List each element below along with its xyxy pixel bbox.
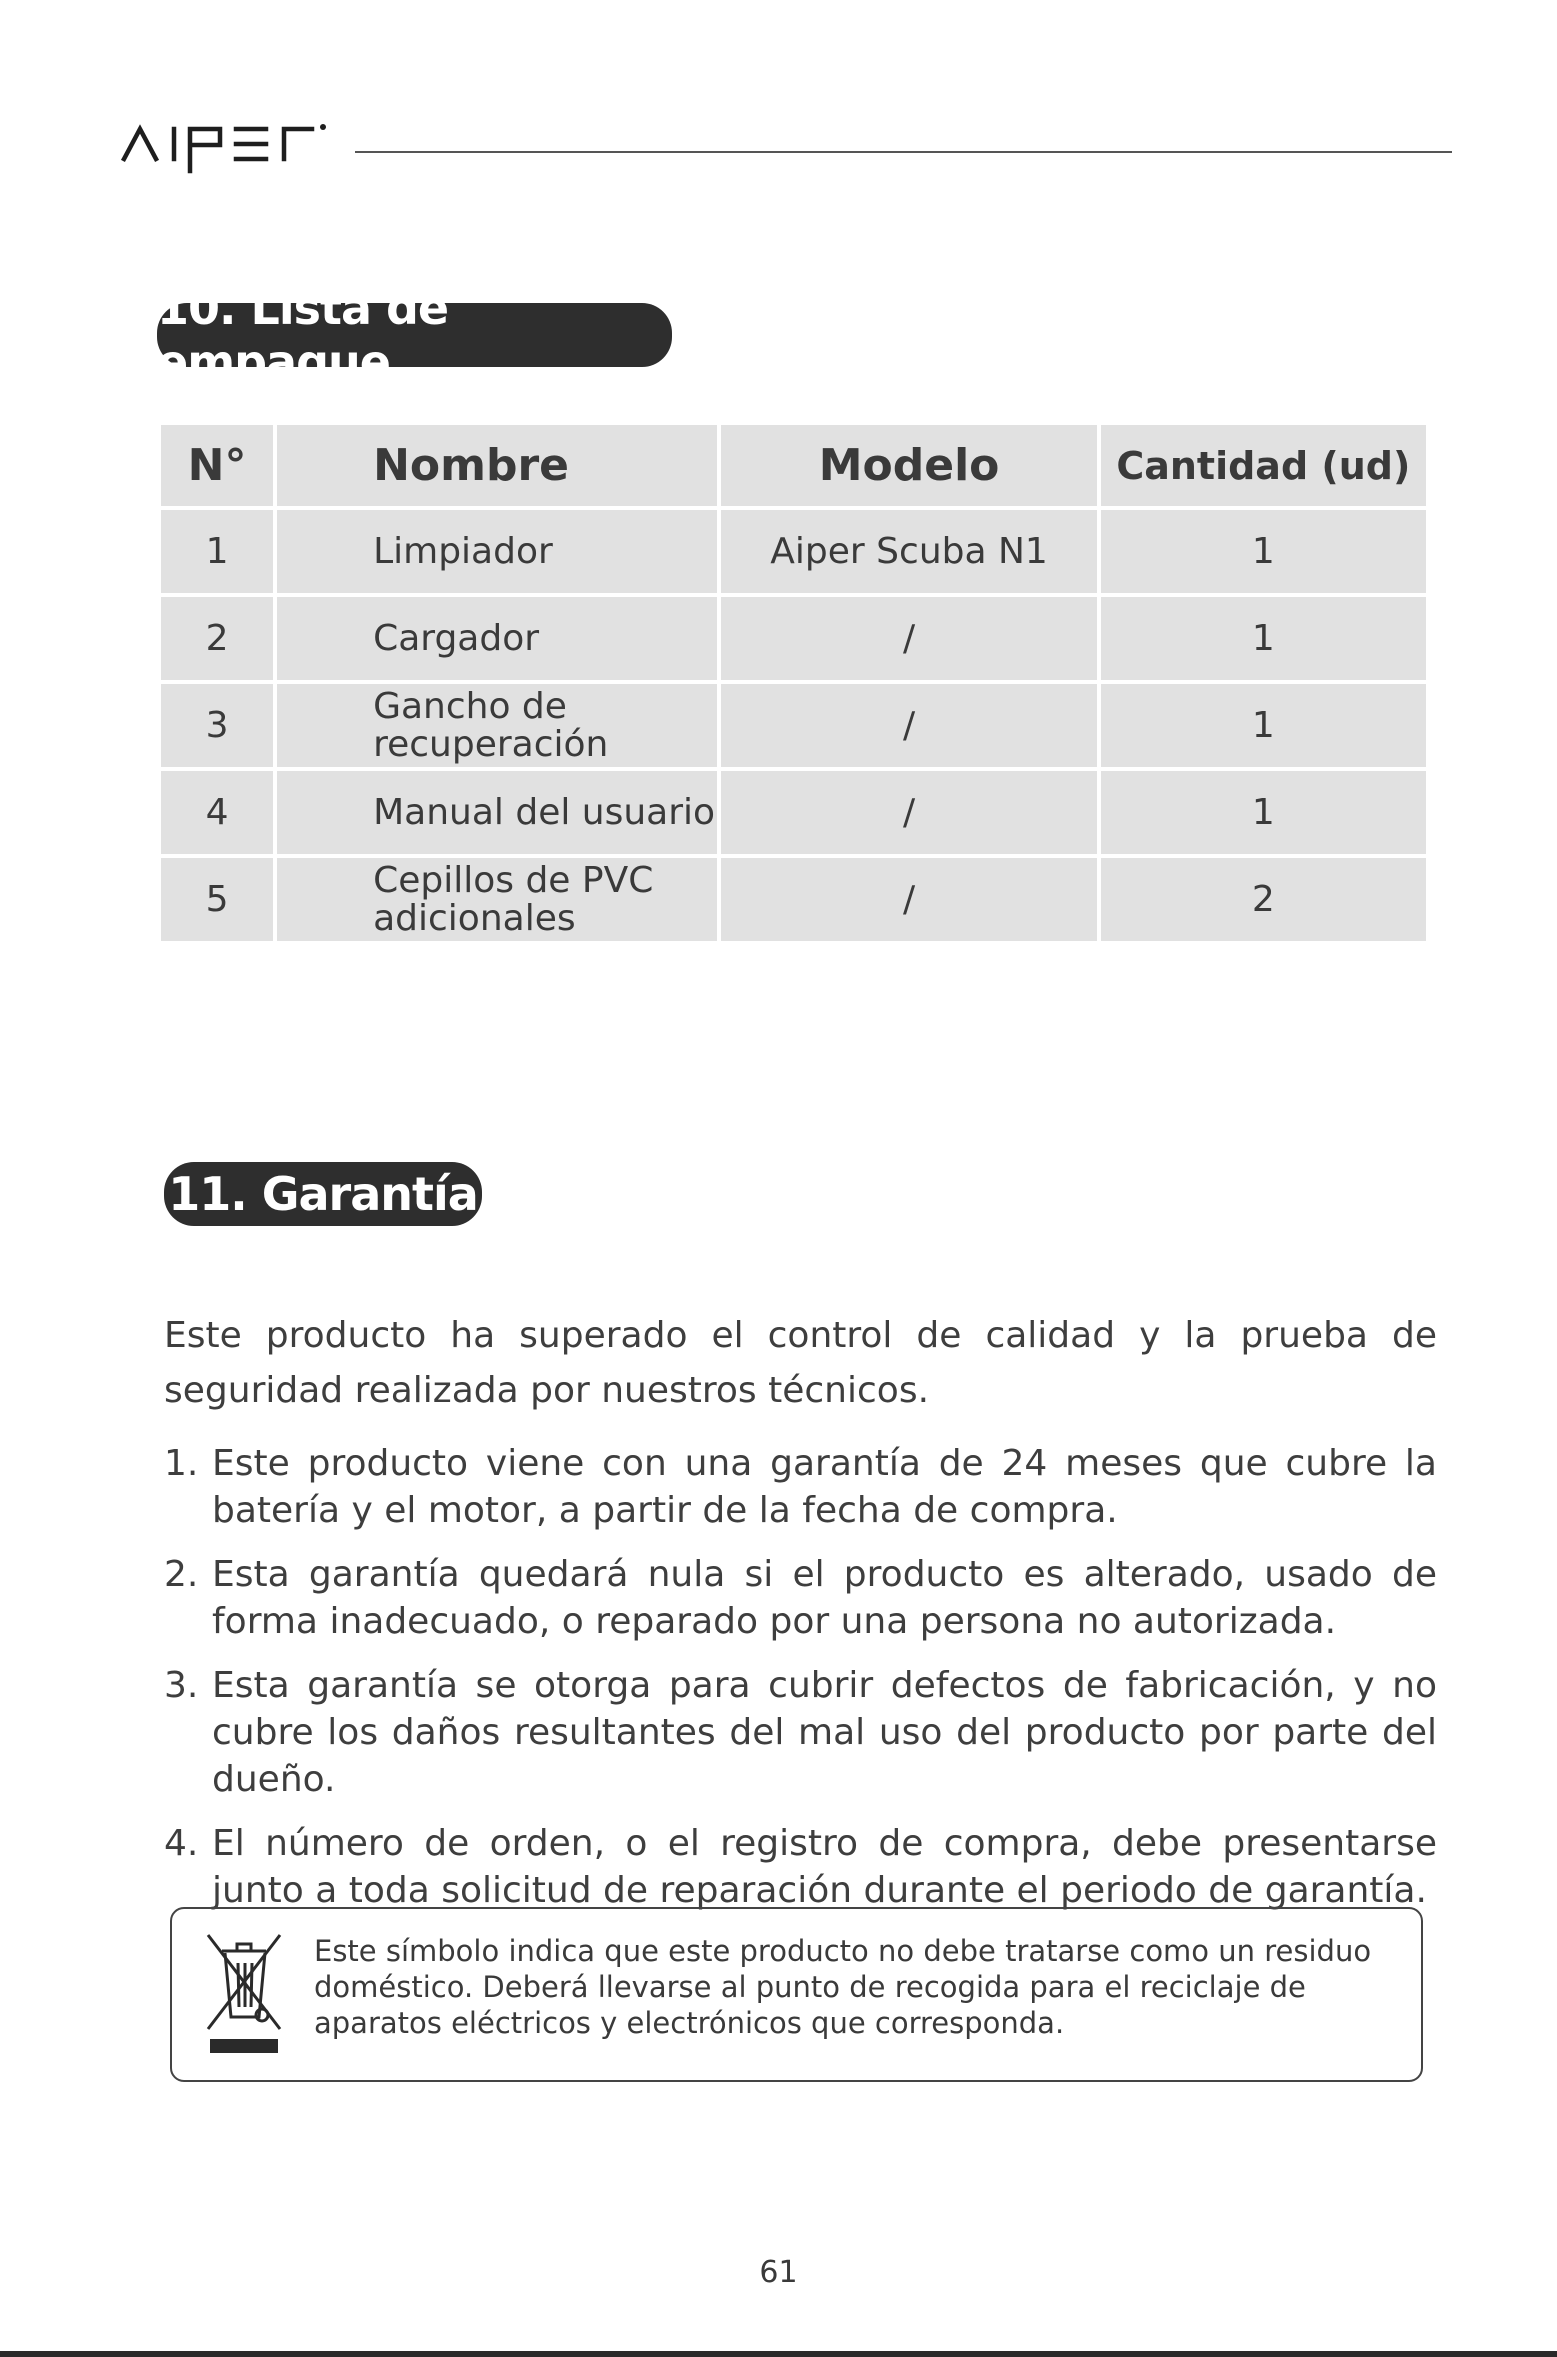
cell-nombre: Cargador — [277, 597, 717, 680]
cell-modelo: / — [721, 858, 1096, 941]
list-item — [164, 1440, 1437, 1534]
list-text: Esta garantía quedará nula si el producto es alterado, usado de forma inadecuado, o reparado por una persona no autorizada. — [212, 1554, 1437, 1642]
cell-no: 2 — [161, 597, 273, 680]
table-row — [161, 597, 1426, 680]
page-header — [120, 115, 1452, 175]
table-header-row — [161, 425, 1426, 506]
cell-no: 5 — [161, 858, 273, 941]
list-text: Esta garantía se otorga para cubrir defectos de fabricación, y no cubre los daños resultantes del mal uso del producto por parte del dueño. — [212, 1665, 1437, 1800]
list-number: 3. — [164, 1665, 199, 1706]
page-number: 61 — [759, 2255, 798, 2290]
crossed-out-wheelie-bin-icon — [204, 1929, 284, 2059]
list-number: 1. — [164, 1443, 199, 1484]
cell-nombre: Manual del usuario — [277, 771, 717, 854]
header-no: N° — [161, 425, 273, 506]
cell-no: 1 — [161, 510, 273, 593]
cell-nombre: Cepillos de PVC adicionales — [277, 858, 717, 941]
cell-nombre: Gancho de recuperación — [277, 684, 717, 767]
packing-list-table — [157, 421, 1430, 945]
table-row — [161, 684, 1426, 767]
header-nombre: Nombre — [277, 425, 717, 506]
cell-nombre: Limpiador — [277, 510, 717, 593]
page-bottom-bar — [0, 2351, 1557, 2357]
aiper-logo — [120, 115, 330, 175]
weee-notice-text: Este símbolo indica que este producto no debe tratarse como un residuo doméstico. Deberá llevarse al punto de recogida para el reciclaje de aparatos eléctricos y electrónicos que corresponda. — [314, 1934, 1372, 2040]
section-10-title: 10. Lista de empaque — [157, 303, 672, 367]
cell-cantidad: 1 — [1101, 684, 1426, 767]
header-rule — [355, 151, 1452, 153]
cell-cantidad: 2 — [1101, 858, 1426, 941]
table-row — [161, 510, 1426, 593]
list-item — [164, 1662, 1437, 1803]
table-row — [161, 858, 1426, 941]
section-11-title: 11. Garantía — [164, 1162, 482, 1226]
warranty-list — [164, 1440, 1437, 1931]
cell-cantidad: 1 — [1101, 597, 1426, 680]
table-row — [161, 771, 1426, 854]
list-text: Este producto viene con una garantía de 24 meses que cubre la batería y el motor, a partir de la fecha de compra. — [212, 1443, 1437, 1531]
header-modelo: Modelo — [721, 425, 1096, 506]
weee-notice-box — [170, 1907, 1423, 2082]
cell-no: 4 — [161, 771, 273, 854]
cell-cantidad: 1 — [1101, 771, 1426, 854]
cell-cantidad: 1 — [1101, 510, 1426, 593]
cell-modelo: Aiper Scuba N1 — [721, 510, 1096, 593]
list-number: 2. — [164, 1554, 199, 1595]
list-item — [164, 1820, 1437, 1914]
list-item — [164, 1551, 1437, 1645]
list-number: 4. — [164, 1823, 199, 1864]
header-cantidad: Cantidad (ud) — [1101, 425, 1426, 506]
cell-modelo: / — [721, 771, 1096, 854]
cell-modelo: / — [721, 684, 1096, 767]
warranty-intro: Este producto ha superado el control de calidad y la prueba de seguridad realizada por nuestros técnicos. — [164, 1315, 1437, 1411]
list-text: El número de orden, o el registro de compra, debe presentarse junto a toda solicitud de reparación durante el periodo de garantía. — [212, 1823, 1437, 1911]
cell-modelo: / — [721, 597, 1096, 680]
cell-no: 3 — [161, 684, 273, 767]
